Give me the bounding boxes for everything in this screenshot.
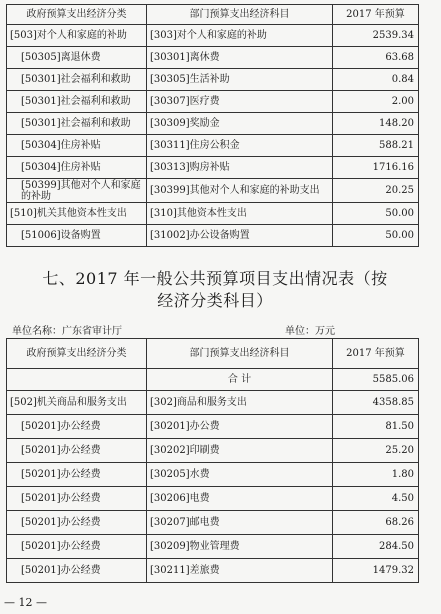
amount-cell: 1479.32 <box>333 559 419 583</box>
gov-cell: [50304]住房补贴 <box>7 135 147 157</box>
dept-cell: [30201]办公费 <box>147 415 333 439</box>
dept-cell: [30309]奖励金 <box>147 113 333 135</box>
table-header-row <box>7 5 419 25</box>
amount-cell: 50.00 <box>333 203 419 225</box>
table-project-expenditure-continued <box>6 4 419 247</box>
total-amount: 5585.06 <box>333 369 419 391</box>
table-row <box>7 135 419 157</box>
dept-cell: [310]其他资本性支出 <box>147 203 333 225</box>
header-gov-category: 政府预算支出经济分类 <box>7 339 147 369</box>
table-row <box>7 487 419 511</box>
table-row <box>7 391 419 415</box>
gov-cell: [503]对个人和家庭的补助 <box>7 25 147 47</box>
table-row <box>7 535 419 559</box>
amount-cell: 284.50 <box>333 535 419 559</box>
gov-cell: [50201]办公经费 <box>7 415 147 439</box>
table-row <box>7 463 419 487</box>
table-row <box>7 91 419 113</box>
amount-cell: 4.50 <box>333 487 419 511</box>
table-row <box>7 415 419 439</box>
section-title-line2: 经济分类科目） <box>157 291 273 310</box>
table-row <box>7 47 419 69</box>
dept-cell: [30313]购房补贴 <box>147 157 333 179</box>
amount-cell: 1.80 <box>333 463 419 487</box>
table-total-row <box>7 369 419 391</box>
dept-cell: [31002]办公设备购置 <box>147 225 333 247</box>
dept-cell: [30301]离休费 <box>147 47 333 69</box>
dept-cell: [30307]医疗费 <box>147 91 333 113</box>
gov-cell: [50301]社会福利和救助 <box>7 91 147 113</box>
gov-cell: [50304]住房补贴 <box>7 157 147 179</box>
header-dept-category: 部门预算支出经济科目 <box>147 5 333 25</box>
unit-name-label: 单位名称：广东省审计厅 <box>12 326 122 337</box>
gov-cell: [50201]办公经费 <box>7 535 147 559</box>
table-project-expenditure-by-economic-category <box>6 338 419 583</box>
gov-cell: [50201]办公经费 <box>7 463 147 487</box>
gov-cell: [50305]离退休费 <box>7 47 147 69</box>
table-row <box>7 511 419 535</box>
table-row <box>7 439 419 463</box>
page-number: — 12 — <box>4 596 47 609</box>
dept-cell: [30399]其他对个人和家庭的补助支出 <box>147 179 333 203</box>
total-label: 合 计 <box>147 369 333 391</box>
table-row <box>7 157 419 179</box>
gov-cell: [51006]设备购置 <box>7 225 147 247</box>
amount-cell: 4358.85 <box>333 391 419 415</box>
amount-cell: 20.25 <box>333 179 419 203</box>
table-row <box>7 203 419 225</box>
amount-cell: 148.20 <box>333 113 419 135</box>
dept-cell: [30206]电费 <box>147 487 333 511</box>
amount-cell: 81.50 <box>333 415 419 439</box>
gov-cell: [502]机关商品和服务支出 <box>7 391 147 415</box>
gov-cell: [50201]办公经费 <box>7 487 147 511</box>
table-header-row <box>7 339 419 369</box>
amount-cell: 588.21 <box>333 135 419 157</box>
table-row <box>7 179 419 203</box>
table-row <box>7 225 419 247</box>
amount-cell: 50.00 <box>333 225 419 247</box>
header-budget: 2017 年预算 <box>333 5 419 25</box>
amount-cell: 2539.34 <box>333 25 419 47</box>
gov-cell: [510]机关其他资本性支出 <box>7 203 147 225</box>
table-row <box>7 113 419 135</box>
table-row <box>7 25 419 47</box>
dept-cell: [30202]印刷费 <box>147 439 333 463</box>
gov-cell: [50399]其他对个人和家庭的补助 <box>7 179 147 203</box>
dept-cell: [30305]生活补助 <box>147 69 333 91</box>
header-dept-category: 部门预算支出经济科目 <box>147 339 333 369</box>
amount-cell: 25.20 <box>333 439 419 463</box>
amount-cell: 1716.16 <box>333 157 419 179</box>
gov-cell: [50201]办公经费 <box>7 559 147 583</box>
amount-cell: 2.00 <box>333 91 419 113</box>
gov-cell: [50201]办公经费 <box>7 511 147 535</box>
section-title-line1: 七、2017 年一般公共预算项目支出情况表（按 <box>42 269 388 288</box>
table-row <box>7 69 419 91</box>
dept-cell: [30209]物业管理费 <box>147 535 333 559</box>
gov-cell: [50201]办公经费 <box>7 439 147 463</box>
header-gov-category: 政府预算支出经济分类 <box>7 5 147 25</box>
dept-cell: [30311]住房公积金 <box>147 135 333 157</box>
amount-cell: 68.26 <box>333 511 419 535</box>
header-budget: 2017 年预算 <box>333 339 419 369</box>
section-title <box>30 268 400 312</box>
gov-cell: [50301]社会福利和救助 <box>7 113 147 135</box>
total-empty-cell <box>7 369 147 391</box>
dept-cell: [30207]邮电费 <box>147 511 333 535</box>
dept-cell: [303]对个人和家庭的补助 <box>147 25 333 47</box>
dept-cell: [30205]水费 <box>147 463 333 487</box>
gov-cell: [50301]社会福利和救助 <box>7 69 147 91</box>
amount-cell: 63.68 <box>333 47 419 69</box>
table-row <box>7 559 419 583</box>
unit-measure-label: 单位：万元 <box>285 326 335 337</box>
dept-cell: [30211]差旅费 <box>147 559 333 583</box>
dept-cell: [302]商品和服务支出 <box>147 391 333 415</box>
amount-cell: 0.84 <box>333 69 419 91</box>
